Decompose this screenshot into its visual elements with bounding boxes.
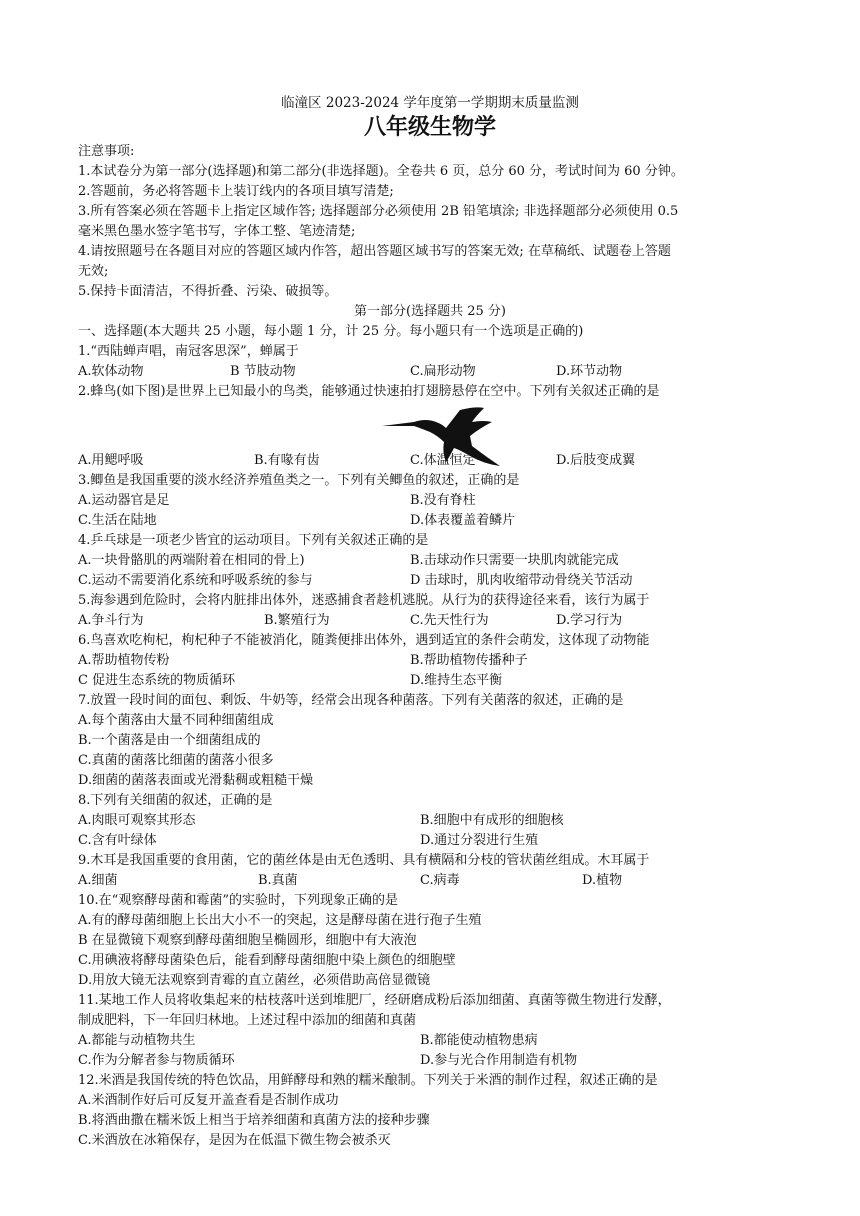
q7-option-b: B.一个菌落是由一个细菌组成的 [78,733,261,748]
q4-option-b: B.击球动作只需要一块肌肉就能完成 [410,553,619,568]
q6-option-a: A.帮助植物传粉 [78,653,170,668]
q10-option-b: B 在显微镜下观察到酵母菌细胞呈椭圆形，细胞中有大液泡 [78,933,417,948]
question-6-stem: 6.鸟喜欢吃枸杞，枸杞种子不能被消化，随粪便排出体外，遇到适宜的条件会萌发，这体现了动物能 [78,633,650,648]
q9-option-b: B.真菌 [258,873,298,888]
notice-heading: 注意事项: [78,144,135,159]
q5-option-b: B.繁殖行为 [264,613,330,628]
q2-option-c: C.体温恒定 [410,453,476,468]
q1-option-c: C.扁形动物 [410,364,476,379]
exam-subtitle: 临潼区 2023-2024 学年度第一学期期末质量监测 [281,95,579,111]
q1-option-d: D.环节动物 [556,364,623,379]
q7-option-a: A.每个菌落由大量不同种细菌组成 [78,713,274,728]
q8-option-d: D.通过分裂进行生殖 [420,833,539,848]
q3-option-c: C.生活在陆地 [78,513,157,528]
q3-option-b: B.没有脊柱 [410,493,476,508]
q11-option-d: D.参与光合作用制造有机物 [420,1053,578,1068]
q4-option-d: D 击球时，肌肉收缩带动骨绕关节活动 [410,573,633,588]
q1-option-a: A.软体动物 [78,364,144,379]
question-12-stem: 12.米酒是我国传统的特色饮品，用鲜酵母和熟的糯米酿制。下列关于米酒的制作过程，叙述正确的是 [78,1073,658,1088]
notice-item: 5.保持卡面清洁，不得折叠、污染、破损等。 [78,284,338,299]
q7-option-c: C.真菌的菌落比细菌的菌落小很多 [78,753,274,768]
question-7-stem: 7.放置一段时间的面包、剩饭、牛奶等，经常会出现各种菌落。下列有关菌落的叙述，正确的是 [78,693,624,708]
question-2-stem: 2.蜂鸟(如下图)是世界上已知最小的鸟类，能够通过快速拍打翅膀悬停在空中。下列有关叙述正确的是 [78,384,660,399]
notice-item: 1.本试卷分为第一部分(选择题)和第二部分(非选择题)。全卷共 6 页，总分 60 分，考试时间为 60 分钟。 [78,164,684,179]
question-8-stem: 8.下列有关细菌的叙述，正确的是 [78,793,273,808]
notice-item: 4.请按照题号在各题目对应的答题区域内作答，超出答题区域书写的答案无效; 在草稿纸、试题卷上答题 [78,244,671,259]
q5-option-d: D.学习行为 [556,613,623,628]
q2-option-a: A.用鳃呼吸 [78,453,144,468]
notice-item: 毫米黑色墨水签字笔书写，字体工整、笔迹清楚; [78,224,356,239]
q8-option-c: C.含有叶绿体 [78,833,157,848]
q9-option-d: D.植物 [582,873,623,888]
q4-option-a: A.一块骨骼肌的两端附着在相同的骨上) [78,553,305,568]
q12-option-a: A.米酒制作好后可反复开盖查看是否制作成功 [78,1093,339,1108]
question-1-stem: 1.“西陆蝉声唱，南冠客思深”，蝉属于 [78,344,299,359]
q6-option-c: C 促进生态系统的物质循环 [78,673,236,688]
q6-option-b: B.帮助植物传播种子 [410,653,528,668]
question-11-stem-cont: 制成肥料，下一年回归林地。上述过程中添加的细菌和真菌 [78,1013,417,1028]
question-10-stem: 10.在“观察酵母菌和霉菌”的实验时，下列现象正确的是 [78,893,398,908]
q11-option-b: B.都能使动植物患病 [420,1033,538,1048]
q8-option-a: A.肉眼可观察其形态 [78,813,196,828]
q5-option-c: C.先天性行为 [410,613,489,628]
q8-option-b: B.细胞中有成形的细胞核 [420,813,564,828]
question-9-stem: 9.木耳是我国重要的食用菌，它的菌丝体是由无色透明、具有横隔和分枝的管状菌丝组成。木耳属于 [78,853,650,868]
q9-option-c: C.病毒 [420,873,460,888]
q5-option-a: A.争斗行为 [78,613,144,628]
q2-option-b: B.有喙有齿 [254,453,320,468]
question-3-stem: 3.鲫鱼是我国重要的淡水经济养殖鱼类之一。下列有关鲫鱼的叙述，正确的是 [78,473,520,488]
q7-option-d: D.细菌的菌落表面或光滑黏稠或粗糙干燥 [78,773,314,788]
q3-option-a: A.运动器官是足 [78,493,170,508]
q11-option-a: A.都能与动植物共生 [78,1033,196,1048]
notice-item: 无效; [78,264,109,279]
q10-option-d: D.用放大镜无法观察到青霉的直立菌丝，必须借助高倍显微镜 [78,973,431,988]
notice-item: 3.所有答案必须在答题卡上指定区域作答; 选择题部分必须使用 2B 铅笔填涂; 非选择题部分必须使用 0.5 [78,204,679,219]
q3-option-d: D.体表覆盖着鳞片 [410,513,516,528]
q2-option-d: D.后肢变成翼 [556,453,636,468]
notice-item: 2.答题前，务必将答题卡上装订线内的各项目填写清楚; [78,184,394,199]
q11-option-c: C.作为分解者参与物质循环 [78,1053,235,1068]
question-11-stem: 11.某地工作人员将收集起来的枯枝落叶送到堆肥厂，经研磨成粉后添加细菌、真菌等微生物进行发酵， [78,993,671,1008]
q12-option-b: B.将酒曲撒在糯米饭上相当于培养细菌和真菌方法的接种步骤 [78,1113,430,1128]
q9-option-a: A.细菌 [78,873,118,888]
part1-heading: 第一部分(选择题共 25 分) [354,304,506,319]
q6-option-d: D.维持生态平衡 [410,673,503,688]
question-5-stem: 5.海参遇到危险时，会将内脏排出体外，迷惑捕食者趁机逃脱。从行为的获得途径来看，该行为属于 [78,593,650,608]
q1-option-b: B 节肢动物 [230,364,296,379]
q4-option-c: C.运动不需要消化系统和呼吸系统的参与 [78,573,313,588]
exam-title: 八年级生物学 [363,114,496,140]
q10-option-a: A.有的酵母菌细胞上长出大小不一的突起，这是酵母菌在进行孢子生殖 [78,913,482,928]
question-4-stem: 4.乒乓球是一项老少皆宜的运动项目。下列有关叙述正确的是 [78,533,429,548]
q12-option-c: C.米酒放在冰箱保存，是因为在低温下微生物会被杀灭 [78,1133,391,1148]
q10-option-c: C.用碘液将酵母菌染色后，能看到酵母菌细胞中染上颜色的细胞壁 [78,953,456,968]
section-heading: 一、选择题(本大题共 25 小题，每小题 1 分，计 25 分。每小题只有一个选项是正确的) [78,324,584,339]
